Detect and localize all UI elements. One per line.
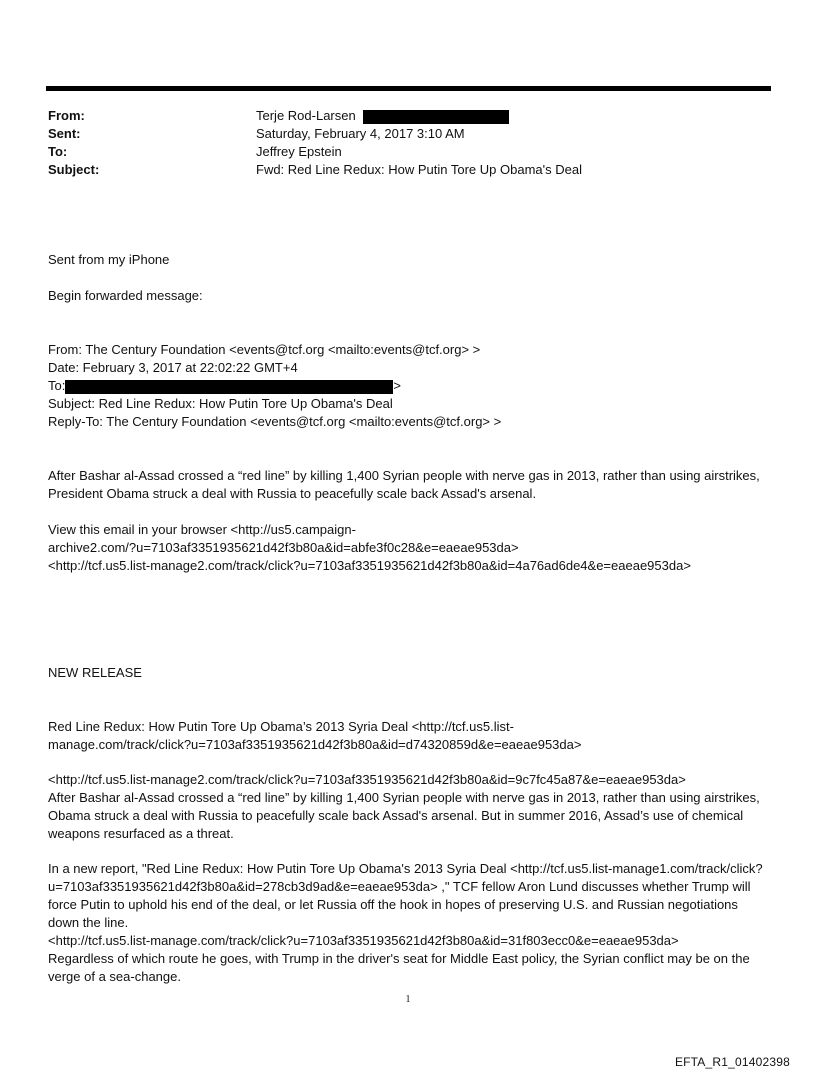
sender-name: Terje Rod-Larsen (256, 108, 356, 123)
view-in-browser-link-cont[interactable]: archive2.com/?u=7103af3351935621d42f3b80a&id=abfe3f0c28&e=eaeae953da> (48, 540, 519, 555)
sent-from-line: Sent from my iPhone (48, 252, 170, 267)
view-in-browser-link[interactable]: View this email in your browser <http://us5.campaign- (48, 522, 356, 537)
to-value: Jeffrey Epstein (256, 144, 342, 159)
fwd-reply-to-line: Reply-To: The Century Foundation <events@tcf.org <mailto:events@tcf.org> > (48, 414, 502, 429)
fwd-subject-line: Subject: Red Line Redux: How Putin Tore Up Obama's Deal (48, 396, 393, 411)
subject-label: Subject: (48, 162, 100, 177)
redaction-block (363, 110, 509, 124)
to-label: To: (48, 144, 68, 159)
tracking-link-3[interactable]: <http://tcf.us5.list-manage.com/track/click?u=7103af3351935621d42f3b80a&id=31f803ecc0&e=eaeae953da> (48, 933, 679, 948)
page-number: 1 (405, 994, 411, 1005)
header-divider (46, 86, 771, 91)
fwd-to-line (48, 377, 401, 395)
sent-label: Sent: (48, 126, 81, 141)
fwd-to-suffix: > (393, 378, 401, 393)
body-paragraph-3: In a new report, "Red Line Redux: How Putin Tore Up Obama's 2013 Syria Deal <http://tcf.us5.list-manage1.com/track/click?u=7103af3351935621d42f3b80a&id=278cb3d9ad&e=eaeae953da> ," TCF fellow Aron Lund discusses whether Trump will force Putin to uphold his end of the deal, or let Russia off the hook in hopes of preserving U.S. and Russian negotiations down the line. (48, 861, 763, 930)
body-paragraph-2: After Bashar al-Assad crossed a “red line” by killing 1,400 Syrian people with nerve gas in 2013, rather than using airstrikes, Obama struck a deal with Russia to peacefully scale back Assad's arsenal. But in summer 2016, Assad’s use of chemical weapons resurfaced as a threat. (48, 790, 760, 841)
tracking-link[interactable]: <http://tcf.us5.list-manage2.com/track/click?u=7103af3351935621d42f3b80a&id=4a76ad6de4&e=eaeae953da> (48, 558, 691, 573)
body-paragraph-4: Regardless of which route he goes, with Trump in the driver's seat for Middle East policy, the Syrian conflict may be on the verge of a sea-change. (48, 951, 750, 984)
redaction-block (65, 380, 393, 394)
from-label: From: (48, 108, 85, 123)
report-title-link[interactable]: Red Line Redux: How Putin Tore Up Obama’s 2013 Syria Deal <http://tcf.us5.list- (48, 719, 514, 734)
from-value (256, 107, 509, 127)
report-title-link-cont[interactable]: manage.com/track/click?u=7103af3351935621d42f3b80a&id=d74320859d&e=eaeae953da> (48, 737, 582, 752)
subject-value: Fwd: Red Line Redux: How Putin Tore Up Obama's Deal (256, 162, 582, 177)
fwd-date-line: Date: February 3, 2017 at 22:02:22 GMT+4 (48, 360, 298, 375)
intro-paragraph: After Bashar al-Assad crossed a “red line” by killing 1,400 Syrian people with nerve gas in 2013, rather than using airstrikes, President Obama struck a deal with Russia to peacefully scale back Assad's arsenal. (48, 468, 760, 501)
begin-forwarded-line: Begin forwarded message: (48, 288, 203, 303)
fwd-to-prefix: To: (48, 378, 66, 393)
sent-value: Saturday, February 4, 2017 3:10 AM (256, 126, 465, 141)
new-release-heading: NEW RELEASE (48, 665, 142, 680)
tracking-link-2[interactable]: <http://tcf.us5.list-manage2.com/track/click?u=7103af3351935621d42f3b80a&id=9c7fc45a87&e=eaeae953da> (48, 772, 686, 787)
fwd-from-line: From: The Century Foundation <events@tcf.org <mailto:events@tcf.org> > (48, 342, 481, 357)
document-id: EFTA_R1_01402398 (674, 1055, 790, 1069)
